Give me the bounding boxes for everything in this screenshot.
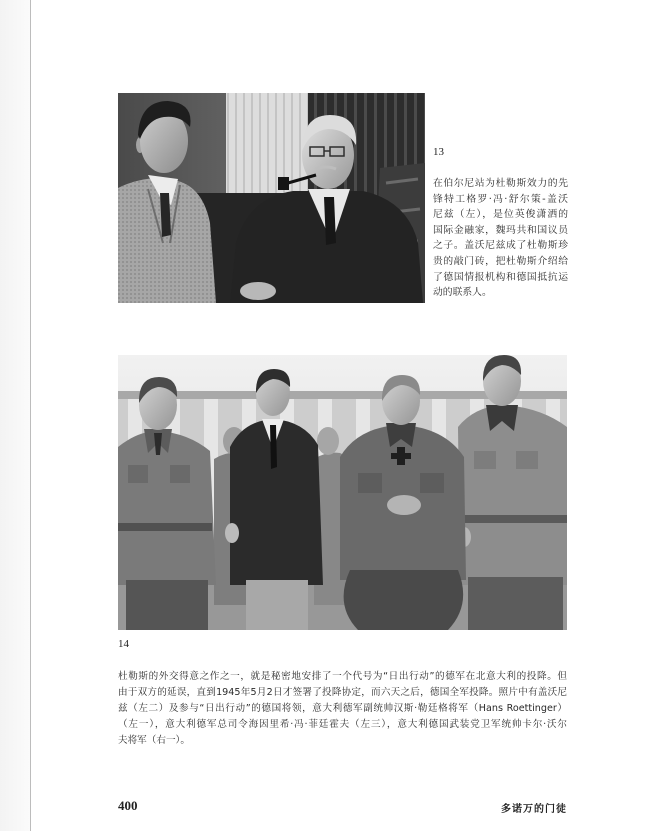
breast-pocket — [474, 451, 496, 469]
clasped-hands — [387, 495, 421, 515]
belt — [118, 523, 212, 531]
pipe-bowl — [278, 177, 289, 190]
caption-line: 贵的敲门砖，把杜勒斯介绍给 — [433, 255, 568, 267]
caption-line: 由于双方的延误，直到1945年5月2日才签署了投降协定，而六天之后，德国全军投降。照片中有盖沃尼 — [118, 687, 567, 698]
caption-line: 之子。盖沃尼兹成了杜勒斯珍 — [433, 240, 568, 252]
trousers — [126, 580, 208, 630]
necktie — [324, 197, 336, 245]
caption-line: 杜勒斯的外交得意之作之一，就是秘密地安排了一个代号为“日出行动”的德军在北意大利的投降。但 — [118, 671, 567, 682]
uniform — [118, 431, 216, 585]
trousers — [468, 577, 563, 630]
page-gutter — [0, 0, 30, 831]
page-gutter-line — [30, 0, 31, 831]
caption-line: 在伯尔尼站为杜勒斯效力的先 — [433, 178, 568, 189]
breast-pocket — [358, 473, 382, 493]
caption-line: （左一），意大利德军总司令海因里希·冯·菲廷霍夫（左三），意大利德国武装党卫军统帅卡尔·沃尔 — [118, 719, 567, 730]
hand — [225, 523, 239, 543]
figure-13-number: 13 — [433, 146, 444, 158]
caption-line: 了德国情报机构和德国抵抗运 — [433, 271, 568, 283]
page-number: 400 — [118, 798, 138, 813]
hand — [240, 282, 276, 300]
figure-14-number: 14 — [118, 638, 129, 650]
caption-line: 锋特工格罗·冯·舒尔策-盖沃 — [433, 193, 568, 205]
caption-line: 国际金融家，魏玛共和国议员 — [433, 224, 568, 236]
necktie — [270, 425, 277, 469]
breast-pocket — [170, 465, 190, 483]
head — [317, 427, 339, 455]
dark-suit — [230, 419, 323, 585]
breast-pocket — [128, 465, 148, 483]
caption-line: 尼兹（左），是位英俊潇洒的 — [433, 209, 568, 221]
photo-figure-14 — [118, 355, 567, 630]
breeches — [344, 570, 464, 630]
breast-pocket — [516, 451, 538, 469]
photo-figure-13 — [118, 93, 425, 303]
trousers — [246, 580, 308, 630]
window-light — [226, 93, 308, 208]
running-book-title: 多诺万的门徒 — [501, 804, 567, 815]
caption-line: 夫将军（右一）。 — [118, 735, 190, 746]
caption-line: 兹（左二）及参与“日出行动”的德国将领，意大利德军副统帅汉斯·勒廷格将军（Hans Roettinger） — [118, 703, 567, 714]
figure-13-caption — [433, 176, 568, 301]
caption-line: 动的联系人。 — [433, 287, 492, 299]
belt — [462, 515, 567, 523]
uniform — [458, 405, 567, 585]
figure-14-caption — [118, 669, 567, 749]
breast-pocket — [420, 473, 444, 493]
